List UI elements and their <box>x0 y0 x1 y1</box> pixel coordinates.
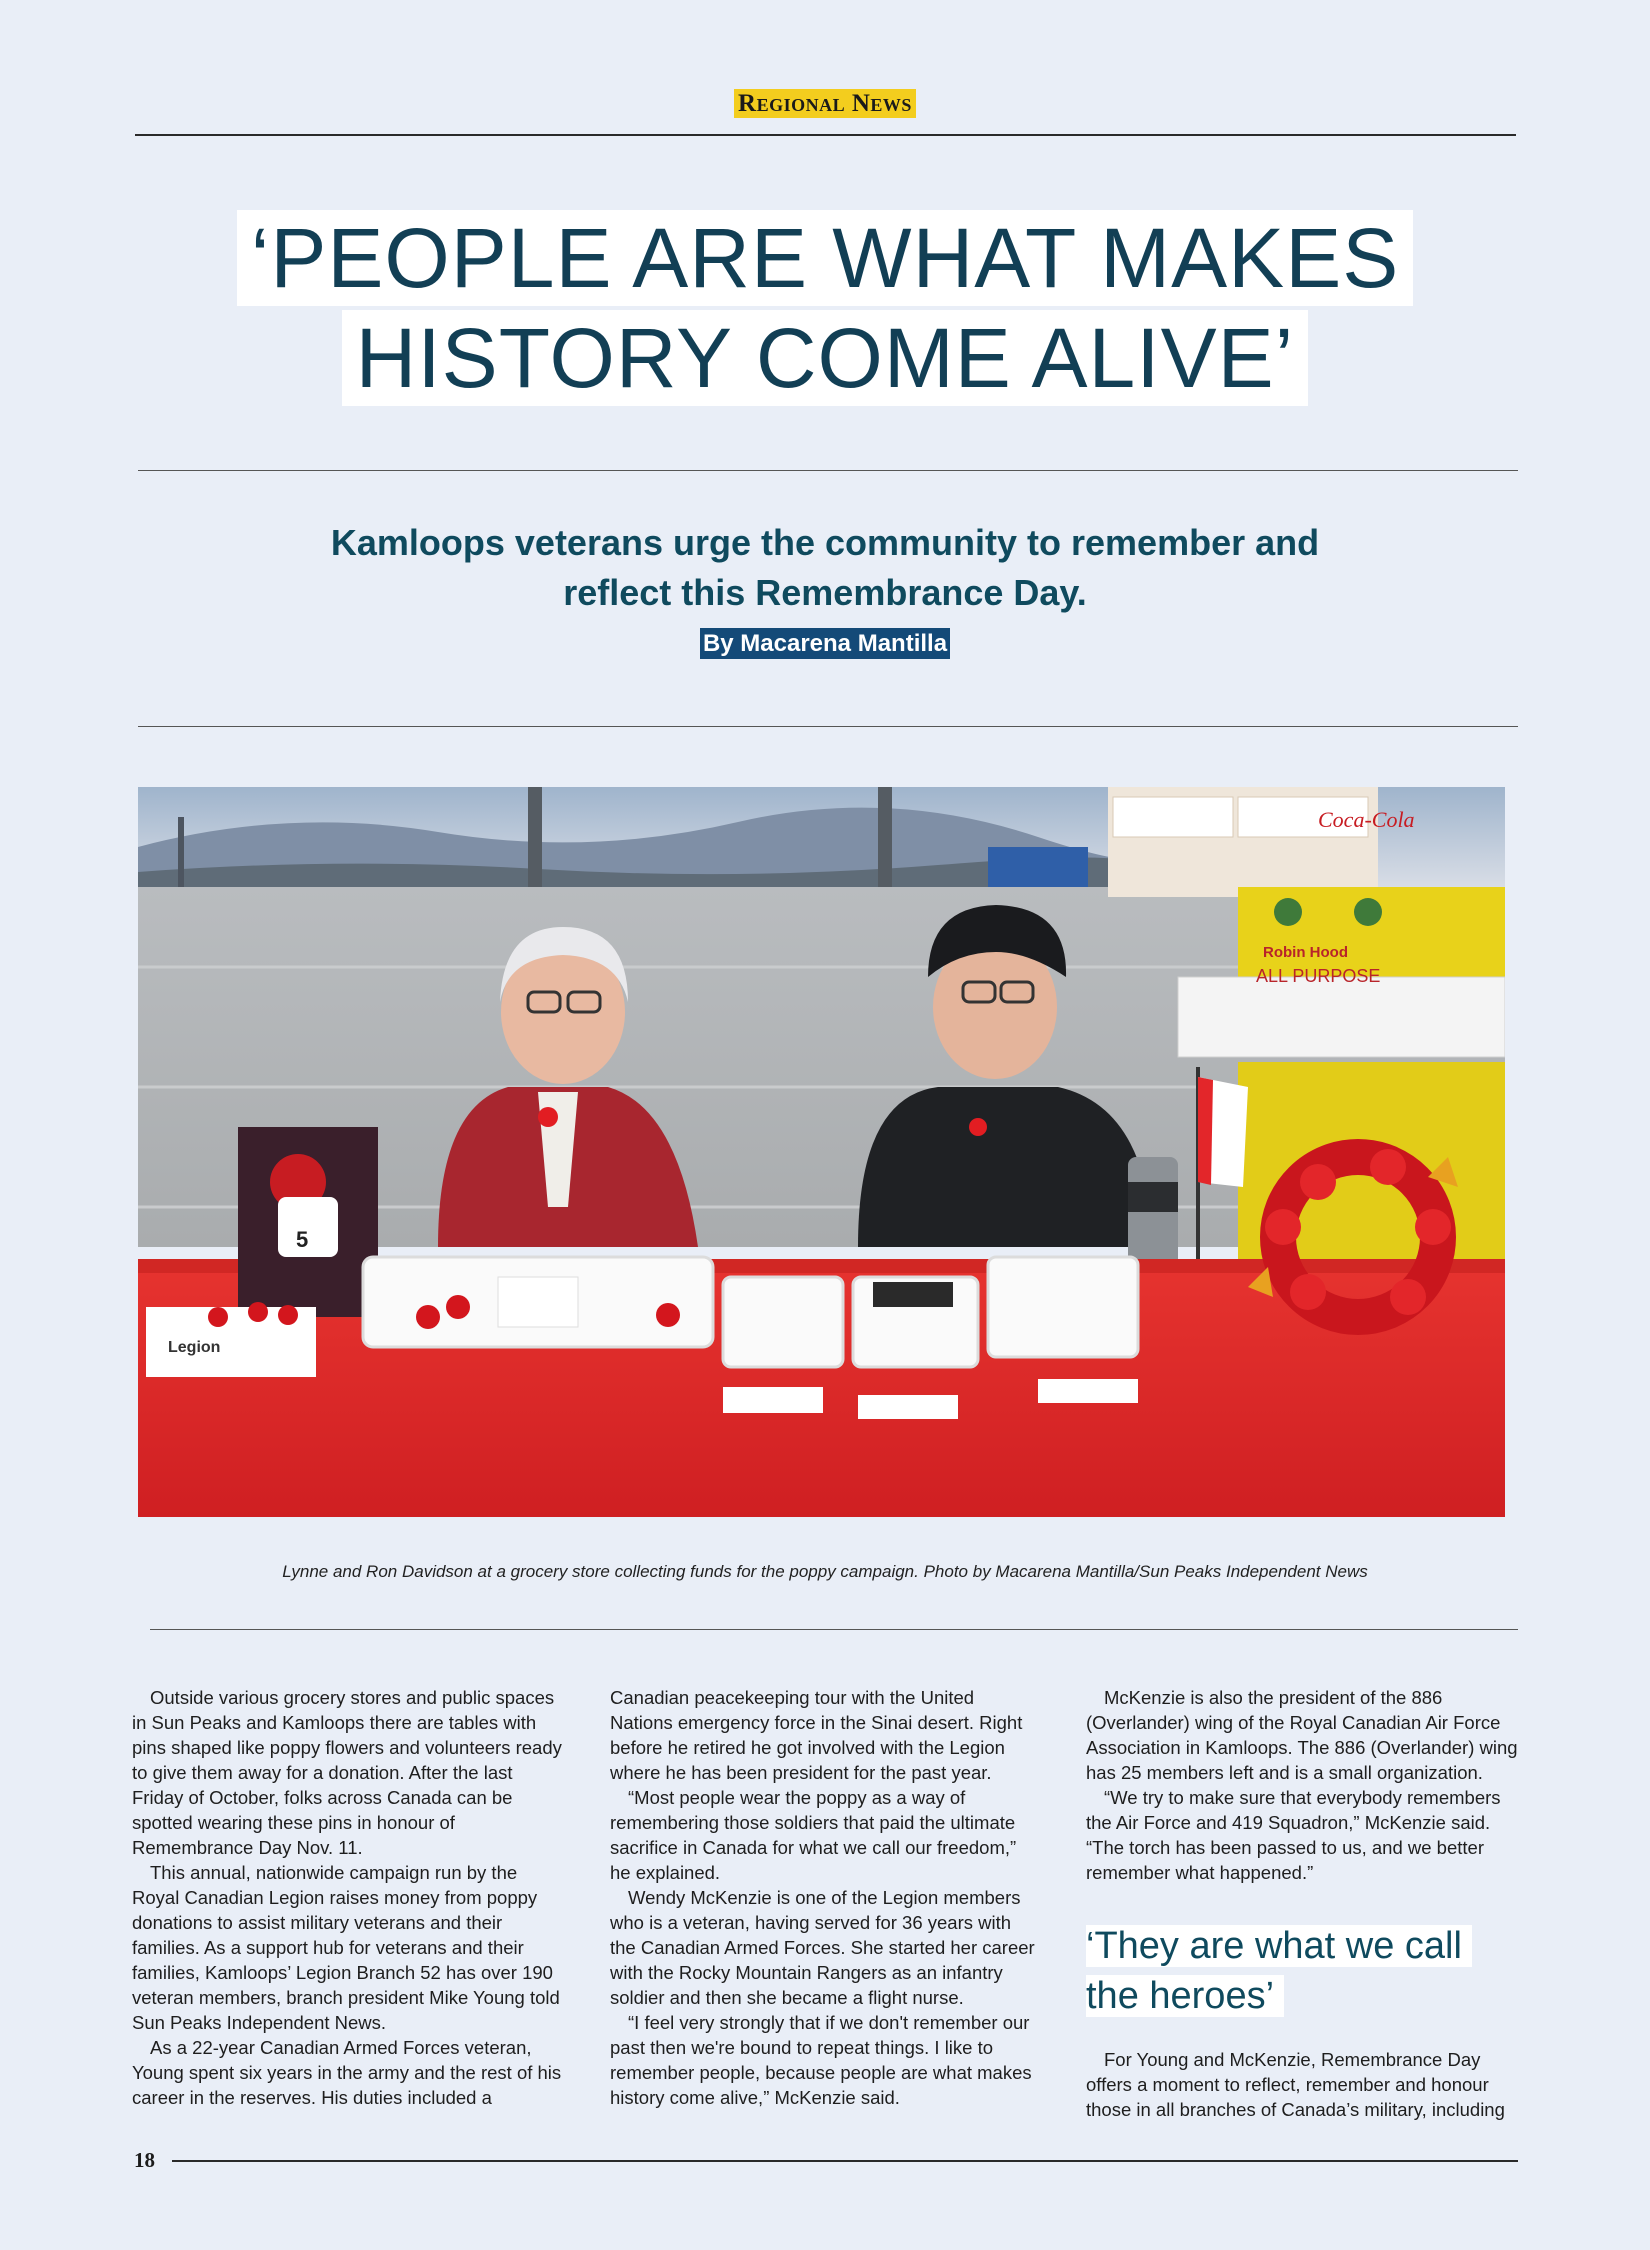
header-rule <box>135 134 1516 136</box>
paragraph: This annual, nationwide campaign run by the Royal Canadian Legion raises money from poppy donations to assist military veterans and their families. As a support hub for veterans and their families, Kamloops’ Legion Branch 52 has over 190 veteran members, branch president Mike Young told Sun Peaks Independent News. <box>132 1862 560 2033</box>
headline-rule <box>138 470 1518 471</box>
body-column-3 <box>1086 1685 1518 2122</box>
deck-line-2: reflect this Remembrance Day. <box>563 572 1087 613</box>
headline-line-1: ‘PEOPLE ARE WHAT MAKES <box>237 210 1414 306</box>
paragraph: “We try to make sure that everybody remembers the Air Force and 419 Squadron,” McKenzie said. “The torch has been passed to us, and we better remember what happened.” <box>1086 1787 1501 1883</box>
legion-label: Legion <box>168 1339 221 1356</box>
poppy-table-photo-icon <box>138 787 1505 1517</box>
deck-rule <box>138 726 1518 727</box>
section-label <box>0 90 1650 118</box>
flour-type: ALL PURPOSE <box>1256 966 1381 986</box>
pull-quote-line-2: the heroes’ <box>1086 1975 1284 2017</box>
paragraph: For Young and McKenzie, Remembrance Day offers a moment to reflect, remember and honour those in all branches of Canada’s military, including <box>1086 2049 1505 2120</box>
pull-quote-line-1: ‘They are what we call <box>1086 1925 1472 1967</box>
footer-rule <box>172 2160 1518 2162</box>
headline-line-2: HISTORY COME ALIVE’ <box>342 310 1309 406</box>
price-tag: 5 <box>296 1227 309 1252</box>
caption-rule <box>150 1629 1518 1630</box>
paragraph: Wendy McKenzie is one of the Legion members who is a veteran, having served for 36 years with the Canadian Armed Forces. She started her career with the Rocky Mountain Rangers as an infantry soldier and then she became a flight nurse. <box>610 1887 1035 2008</box>
byline-text: By Macarena Mantilla <box>700 628 950 659</box>
paragraph: Outside various grocery stores and public spaces in Sun Peaks and Kamloops there are tables with pins shaped like poppy flowers and volunteers ready to give them away for a donation. After the last Friday of October, folks across Canada can be spotted wearing these pins in honour of Remembrance Day Nov. 11. <box>132 1687 562 1858</box>
section-label-text: Regional News <box>734 89 916 118</box>
body-column-2 <box>610 1685 1040 2110</box>
paragraph: McKenzie is also the president of the 886 (Overlander) wing of the Royal Canadian Air Force Association in Kamloops. The 886 (Overlander) wing has 25 members left and is a small organization. <box>1086 1687 1518 1783</box>
deck-line-1: Kamloops veterans urge the community to remember and <box>330 522 1320 563</box>
pull-quote <box>1086 1921 1518 2021</box>
cola-label: Coca-Cola <box>1318 807 1415 832</box>
headline <box>0 210 1650 406</box>
paragraph: “I feel very strongly that if we don't remember our past then we're bound to repeat things. I like to remember people, because people are what makes history come alive,” McKenzie said. <box>610 2012 1032 2108</box>
paragraph: As a 22-year Canadian Armed Forces veteran, Young spent six years in the army and the rest of his career in the reserves. His duties included a <box>132 2037 562 2108</box>
photo-caption: Lynne and Ron Davidson at a grocery store collecting funds for the poppy campaign. Photo by Macarena Mantilla/Sun Peaks Independent News <box>282 1562 1368 1581</box>
article-photo <box>138 787 1505 1517</box>
flour-brand: Robin Hood <box>1263 944 1348 961</box>
page-number: 18 <box>134 2148 155 2172</box>
paragraph: “Most people wear the poppy as a way of remembering those soldiers that paid the ultimate sacrifice in Canada for what we call our freedom,” he explained. <box>610 1787 1017 1883</box>
body-column-1 <box>132 1685 562 2110</box>
deck <box>0 518 1650 618</box>
byline <box>0 630 1650 658</box>
paragraph: Canadian peacekeeping tour with the United Nations emergency force in the Sinai desert. Right before he retired he got involved with the Legion where he has been president for the past year. <box>610 1687 1023 1783</box>
